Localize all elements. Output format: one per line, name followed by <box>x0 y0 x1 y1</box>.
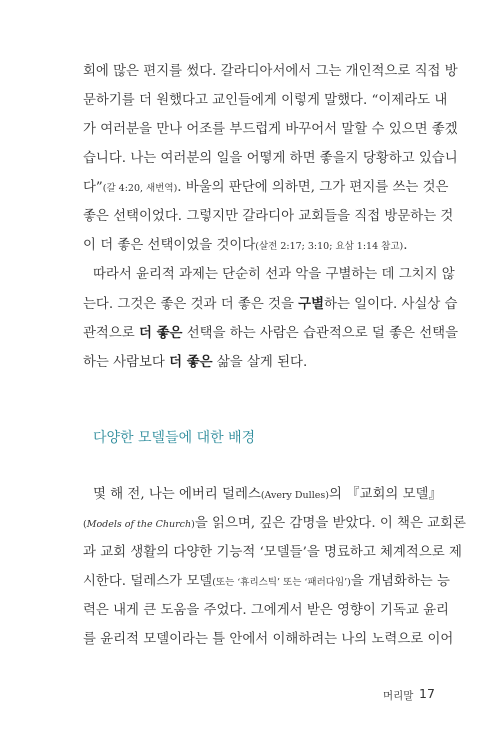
text-line: 회에 많은 편지를 썼다. 갈라디아서에서 그는 개인적으로 직접 방 <box>83 64 458 79</box>
text-line: 따라서 윤리적 과제는 단순히 선과 악을 구별하는 데 그치지 않 <box>93 267 455 282</box>
emphasis-text: 구별 <box>298 296 325 312</box>
text-line: 문하기를 더 원했다고 교인들에게 이렇게 말했다. “이제라도 내 <box>83 93 448 108</box>
text-line: 다”(갈 4:20, 새번역). 바울의 판단에 의하면, 그가 편지를 쓰는 것은 <box>83 180 449 195</box>
text-line: 습니다. 나는 여러분의 일을 어떻게 하면 좋을지 당황하고 있습니 <box>83 151 458 166</box>
emphasis-text: 더 좋은 <box>169 354 213 370</box>
book-title-italic: Models of the Church <box>86 519 192 530</box>
text-line: 를 윤리적 모델이라는 틀 안에서 이해하려는 나의 노력으로 이어 <box>83 632 454 647</box>
text-line: 하는 사람보다 더 좋은 삶을 살게 된다. <box>83 354 308 370</box>
text-line: 는다. 그것은 좋은 것과 더 좋은 것을 구별하는 일이다. 사실상 습 <box>83 296 458 312</box>
text-line: 이 더 좋은 선택이었을 것이다(살전 2:17; 3:10; 요삼 1:14 참고). <box>83 238 408 253</box>
text-line: 가 여러분을 만나 어조를 부드럽게 바꾸어서 말할 수 있으면 좋겠 <box>83 122 458 137</box>
text-line: 과 교회 생활의 다양한 기능적 ‘모델들’을 명료하고 체계적으로 제 <box>83 545 462 560</box>
emphasis-text: 더 좋은 <box>139 325 183 341</box>
text-line: 몇 해 전, 나는 에버리 덜레스(Avery Dulles)의 『교회의 모델』 <box>93 487 442 502</box>
running-footer-label: 머리말 <box>383 690 414 702</box>
scripture-reference: (살전 2:17; 3:10; 요삼 1:14 참고) <box>255 241 404 252</box>
page-number: 17 <box>419 686 435 701</box>
text-line: 관적으로 더 좋은 선택을 하는 사람은 습관적으로 덜 좋은 선택을 <box>83 325 459 341</box>
section-heading: 다양한 모델들에 대한 배경 <box>93 430 256 446</box>
text-line: (Models of the Church)을 읽으며, 깊은 감명을 받았다. 이 책은 교회론 <box>83 516 466 531</box>
scripture-reference: (갈 4:20, 새번역) <box>102 183 178 194</box>
text-line: 좋은 선택이었다. 그렇지만 갈라디아 교회들을 직접 방문하는 것 <box>83 209 454 224</box>
text-line: 력은 내게 큰 도움을 주었다. 그에게서 받은 영향이 기독교 윤리 <box>83 603 449 618</box>
text-line: 시한다. 덜레스가 모델(또는 ‘휴리스틱’ 또는 ‘패러다임’)을 개념화하는 능 <box>83 574 450 589</box>
